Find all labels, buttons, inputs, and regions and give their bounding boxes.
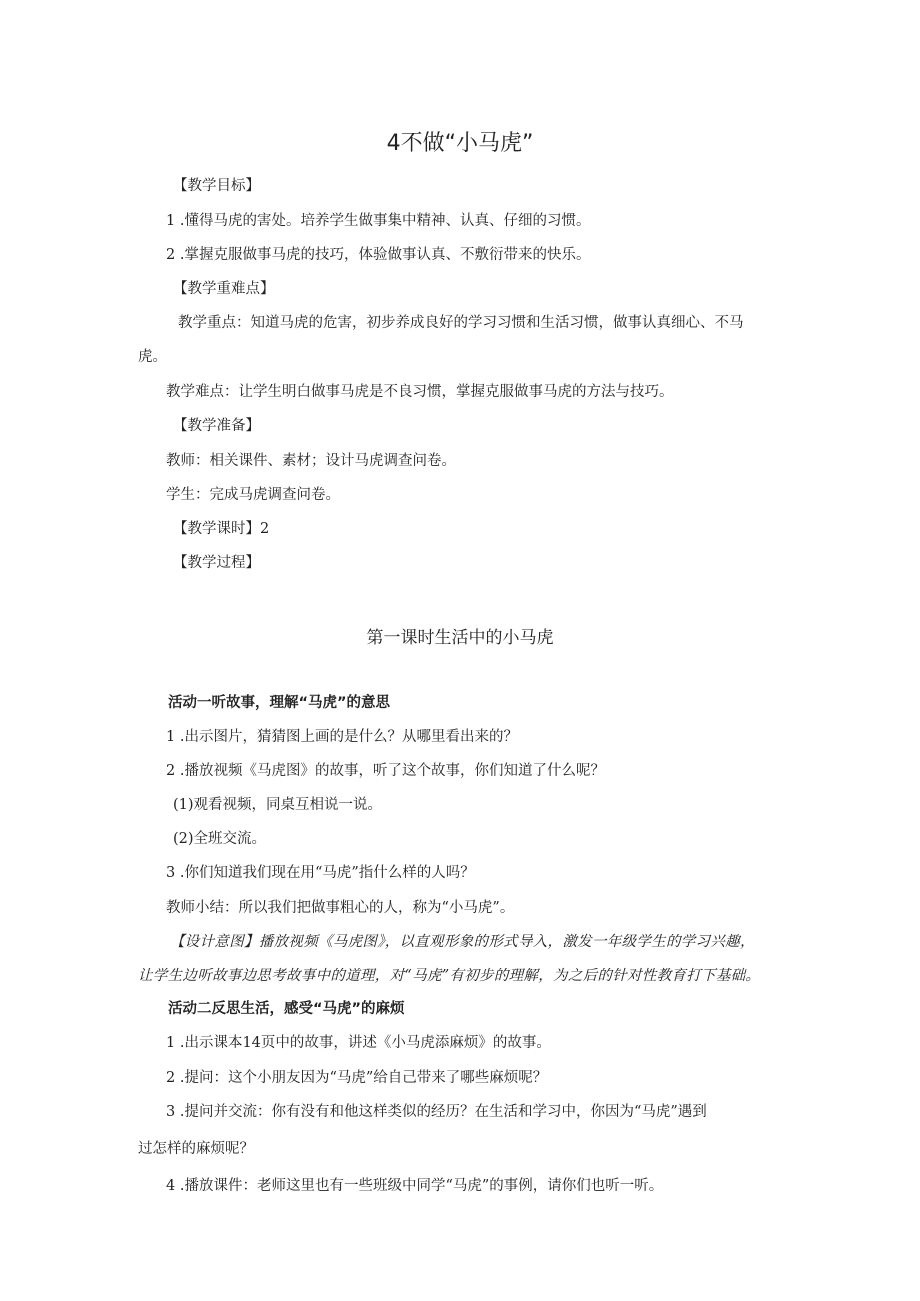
design-intent: 【设计意图】播放视频《马虎图》，以直观形象的形式导入，激发一年级学生的学习兴趣， xyxy=(170,934,755,950)
process-heading: 【教学过程】 xyxy=(173,555,260,571)
design-intent-continued: 让学生边听故事边思考故事中的道理，对“马虎”有初步的理解，为之后的针对性教育打下基础。 xyxy=(138,968,761,984)
activity1-item: 2 .播放视频《马虎图》的故事，听了这个故事，你们知道了什么呢？ xyxy=(166,763,605,779)
activity1-item: 3 .你们知道我们现在用“马虎”指什么样的人吗？ xyxy=(166,865,475,881)
student-preparation: 学生：完成马虎调查问卷。 xyxy=(166,487,340,503)
key-points-heading: 【教学重难点】 xyxy=(173,281,275,297)
objective-item: 1 .懂得马虎的害处。培养学生做事集中精神、认真、仔细的习惯。 xyxy=(166,213,591,229)
periods-heading: 【教学课时】2 xyxy=(173,521,270,537)
preparation-heading: 【教学准备】 xyxy=(173,418,260,434)
objectives-heading: 【教学目标】 xyxy=(173,178,260,194)
activity2-heading: 活动二反思生活，感受“马虎”的麻烦 xyxy=(168,1001,405,1017)
teacher-summary: 教师小结：所以我们把做事粗心的人，称为“小马虎”。 xyxy=(166,900,515,916)
activity1-item: 1 .出示图片，猜猜图上画的是什么？从哪里看出来的？ xyxy=(166,729,518,745)
page-title: 4不做“小马虎” xyxy=(386,131,534,156)
activity2-item: 1 .出示课本14页中的故事，讲述《小马虎添麻烦》的故事。 xyxy=(166,1035,551,1051)
activity1-subitem: (1)观看视频，同桌互相说一说。 xyxy=(173,797,383,813)
activity1-heading: 活动一听故事，理解“马虎”的意思 xyxy=(168,695,391,711)
activity2-item: 4 .播放课件：老师这里也有一些班级中同学“马虎”的事例，请你们也听一听。 xyxy=(166,1178,664,1194)
lesson-title: 第一课时生活中的小马虎 xyxy=(366,628,554,648)
focus-text-continued: 虎。 xyxy=(138,349,167,365)
difficulty-text: 教学难点：让学生明白做事马虎是不良习惯，掌握克服做事马虎的方法与技巧。 xyxy=(166,384,674,400)
activity2-item-continued: 过怎样的麻烦呢？ xyxy=(138,1141,254,1157)
activity2-item: 3 .提问并交流：你有没有和他这样类似的经历？在生活和学习中，你因为“马虎”遇到 xyxy=(166,1104,707,1120)
focus-text: 教学重点：知道马虎的危害，初步养成良好的学习习惯和生活习惯，做事认真细心、不马 xyxy=(178,315,744,331)
activity1-subitem: (2)全班交流。 xyxy=(173,831,267,847)
objective-item: 2 .掌握克服做事马虎的技巧，体验做事认真、不敷衍带来的快乐。 xyxy=(166,247,591,263)
teacher-preparation: 教师：相关课件、素材；设计马虎调查问卷。 xyxy=(166,453,456,469)
activity2-item: 2 .提问：这个小朋友因为“马虎”给自己带来了哪些麻烦呢？ xyxy=(166,1070,548,1086)
